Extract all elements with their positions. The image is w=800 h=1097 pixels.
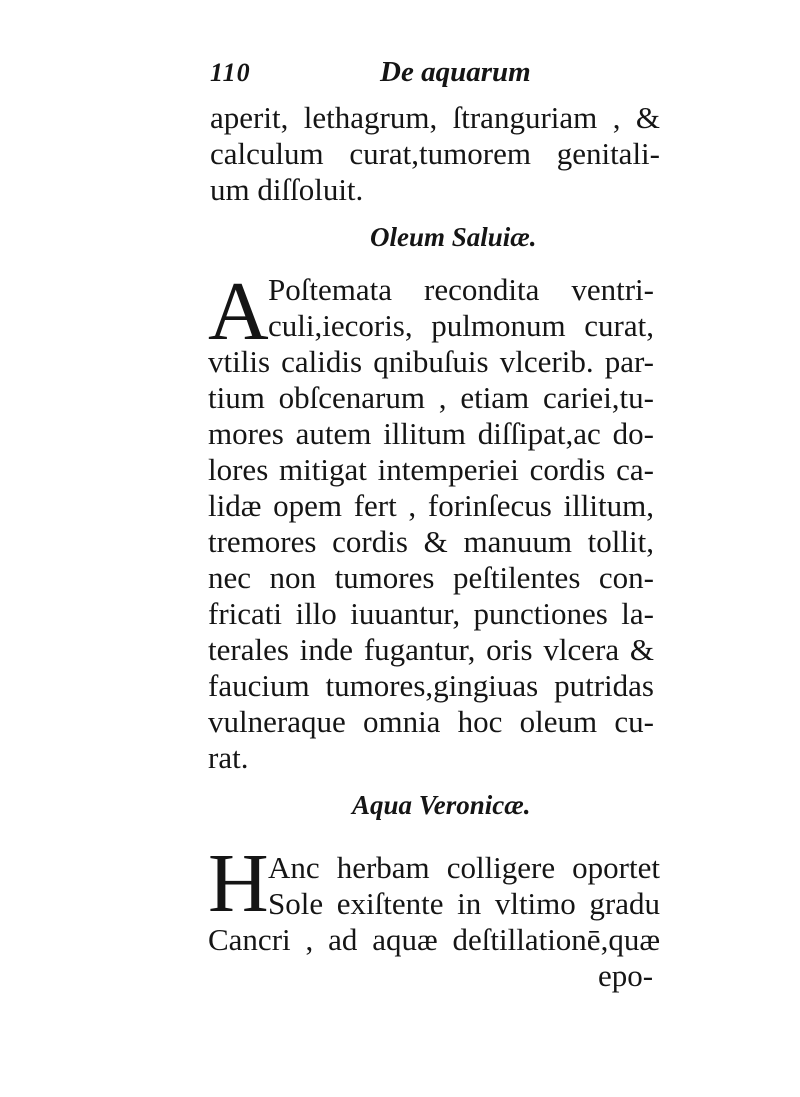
text-line: rat. [208,740,249,775]
text-line: mores autem illitum diſſipat,ac do- [208,416,654,451]
running-title: De aquarum [380,56,531,88]
text-line: Anc herbam colligere oportet [268,850,660,885]
text-line: lores mitigat intemperiei cordis ca- [208,452,654,487]
text-line: vtilis calidis qnibuſuis vlcerib. par- [208,344,654,379]
catchword: epo- [598,958,654,993]
section-heading: Oleum Saluiæ. [370,222,537,252]
text-line: terales inde fugantur, oris vlcera & [208,632,654,667]
text-line: faucium tumores,gingiuas putridas [208,668,654,703]
text-line: calculum curat,tumorem genitali- [210,136,660,171]
text-line: Cancri , ad aquæ deſtillationē,quæ [208,922,660,957]
text-line: tremores cordis & manuum tollit, [208,524,654,559]
page-number: 110 [210,58,251,87]
drop-cap: H [208,837,269,930]
section-heading: Aqua Veronicæ. [352,790,531,820]
text-line: vulneraque omnia hoc oleum cu- [208,704,654,739]
text-line: lidæ opem fert , forinſecus illitum, [208,488,654,523]
text-line: Sole exiſtente in vltimo gradu [268,886,660,921]
text-line: fricati illo iuuantur, punctiones la- [208,596,654,631]
drop-cap: A [208,265,269,358]
text-line: aperit, lethagrum, ſtranguriam , & [210,100,660,135]
text-line: um diſſoluit. [210,172,364,207]
text-line: Poſtemata recondita ventri- [268,272,654,307]
text-line: culi,iecoris, pulmonum curat, [268,308,654,343]
text-line: tium obſcenarum , etiam cariei,tu- [208,380,654,415]
text-line: nec non tumores peſtilentes con- [208,560,654,595]
